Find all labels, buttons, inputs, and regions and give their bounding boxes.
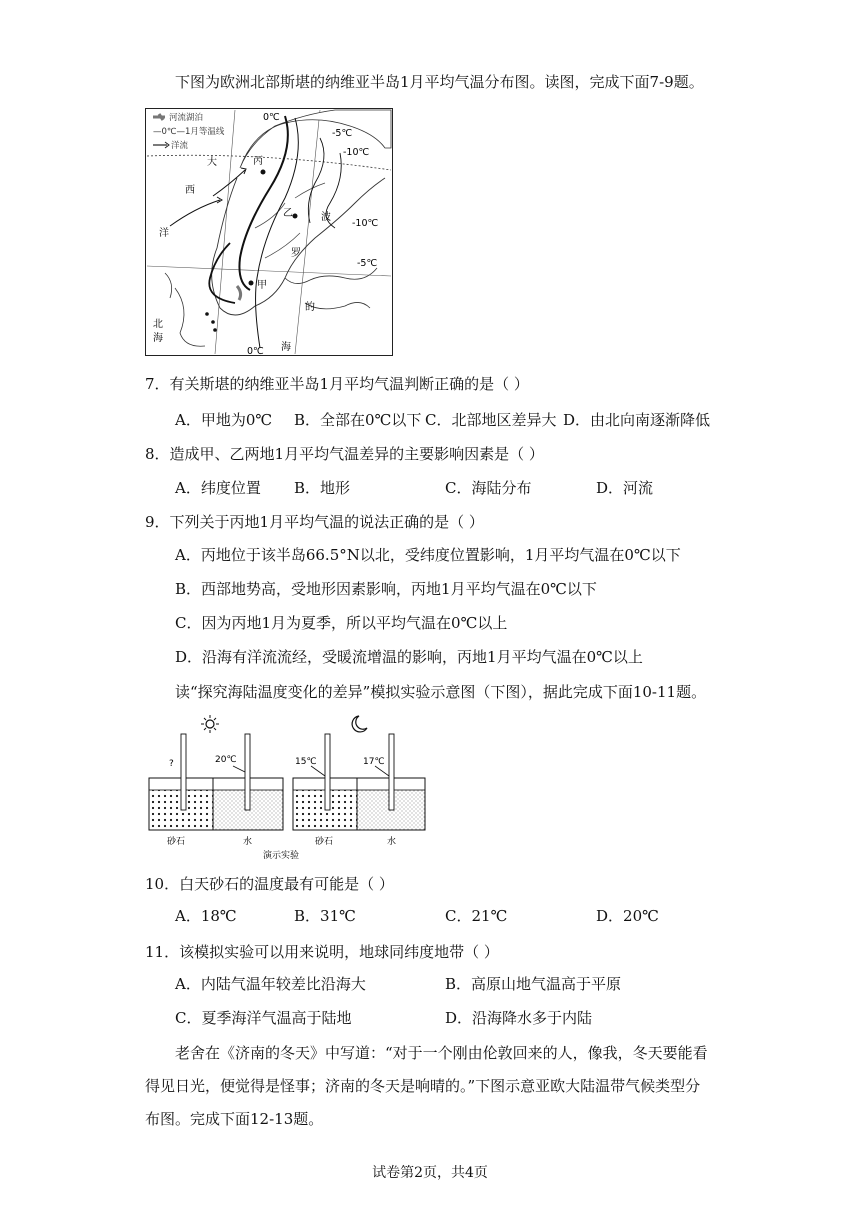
q7-option-b[interactable]: B．全部在0℃以下	[294, 411, 422, 429]
q8-option-d[interactable]: D．河流	[596, 479, 654, 497]
intro-q10-11: 读“探究海陆温度变化的差异”模拟实验示意图（下图），据此完成下面10-11题。	[175, 683, 707, 701]
label-da: 大	[207, 157, 217, 168]
isotherm-map-svg	[145, 108, 393, 356]
q10-option-c[interactable]: C．21℃	[445, 907, 508, 925]
night-setup	[293, 734, 425, 847]
moon-icon	[352, 716, 367, 732]
q8-stem: 8．造成甲、乙两地1月平均气温差异的主要影响因素是（ ）	[145, 445, 544, 463]
label-bo: 波	[321, 212, 331, 223]
day-water-temp: 20℃	[215, 755, 237, 765]
page-footer: 试卷第2页，共4页	[372, 1165, 488, 1181]
q9-option-c[interactable]: C．因为丙地1月为夏季，所以平均气温在0℃以上	[175, 614, 508, 632]
legend-isotherm: —0℃—1月等温线	[153, 127, 225, 137]
q7-option-a[interactable]: A．甲地为0℃	[175, 411, 273, 429]
label-yi: 乙	[283, 208, 293, 219]
day-water-thermometer	[245, 734, 250, 810]
q11-stem: 11．该模拟实验可以用来说明，地球同纬度地带（ ）	[145, 943, 499, 961]
point-jia	[249, 281, 254, 286]
label-bing: 丙	[253, 156, 263, 167]
day-sand-unknown: ?	[169, 759, 174, 769]
label-iso-m5-top: -5℃	[332, 128, 353, 139]
q7-stem: 7．有关斯堪的纳维亚半岛1月平均气温判断正确的是（ ）	[145, 375, 529, 393]
q10-option-b[interactable]: B．31℃	[294, 907, 356, 925]
q11-option-b[interactable]: B．高原山地气温高于平原	[445, 975, 622, 993]
q7-option-c[interactable]: C．北部地区差异大	[425, 411, 557, 429]
q9-option-d[interactable]: D．沿海有洋流流经，受暖流增温的影响，丙地1月平均气温在0℃以上	[175, 648, 643, 666]
q9-option-a[interactable]: A．丙地位于该半岛66.5°N以北，受纬度位置影响，1月平均气温在0℃以下	[175, 546, 681, 564]
label-iso-m5-bottom: -5℃	[357, 258, 378, 269]
intro-q12-13-line3: 布图。完成下面12-13题。	[145, 1110, 324, 1128]
q11-option-d[interactable]: D．沿海降水多于内陆	[445, 1009, 593, 1027]
experiment-svg	[145, 710, 445, 862]
q8-option-b[interactable]: B．地形	[294, 479, 351, 497]
label-jia: 甲	[257, 280, 267, 291]
q8-option-a[interactable]: A．纬度位置	[175, 479, 261, 497]
scandinavia-map	[145, 108, 393, 356]
night-water-label: 水	[387, 837, 397, 847]
q11-option-a[interactable]: A．内陆气温年较差比沿海大	[175, 975, 366, 993]
q9-stem: 9．下列关于丙地1月平均气温的说法正确的是（ ）	[145, 513, 484, 531]
intro-q7-9: 下图为欧洲北部斯堪的纳维亚半岛1月平均气温分布图。读图，完成下面7-9题。	[175, 73, 704, 91]
sun-icon	[201, 715, 219, 733]
night-water-temp: 17℃	[363, 757, 385, 767]
night-water-thermometer	[389, 734, 394, 810]
point-yi	[293, 214, 298, 219]
intro-q12-13-line2: 得见日光，便觉得是怪事；济南的冬天是响晴的。”下图示意亚欧大陆温带气候类型分	[145, 1077, 701, 1095]
experiment-figure	[145, 710, 445, 862]
label-de: 的	[305, 302, 315, 313]
night-sand-label: 砂石	[315, 837, 334, 847]
label-hai: 海	[281, 342, 291, 353]
day-setup	[149, 734, 283, 847]
label-luo: 罗	[291, 248, 301, 259]
q10-option-a[interactable]: A．18℃	[175, 907, 237, 925]
q8-option-c[interactable]: C．海陆分布	[445, 479, 532, 497]
q10-stem: 10．白天砂石的温度最有可能是（ ）	[145, 875, 394, 893]
day-sand-label: 砂石	[167, 837, 186, 847]
label-xi: 西	[185, 185, 195, 196]
legend-rivers: 河流湖泊	[169, 113, 204, 123]
night-sand-temp: 15℃	[295, 757, 317, 767]
label-iso-m10-right: -10℃	[352, 218, 379, 229]
point-bing	[261, 170, 266, 175]
q10-option-d[interactable]: D．20℃	[596, 907, 659, 925]
q11-option-c[interactable]: C．夏季海洋气温高于陆地	[175, 1009, 352, 1027]
day-water-label: 水	[243, 837, 253, 847]
label-iso0-top: 0℃	[263, 112, 280, 123]
experiment-caption: 演示实验	[263, 851, 300, 861]
label-beihai-1: 北	[153, 319, 163, 330]
label-yang: 洋	[159, 228, 169, 239]
night-sand-thermometer	[325, 734, 330, 810]
q9-option-b[interactable]: B．西部地势高，受地形因素影响，丙地1月平均气温在0℃以下	[175, 580, 597, 598]
day-sand-thermometer	[181, 734, 186, 810]
intro-q12-13-line1: 老舍在《济南的冬天》中写道：“对于一个刚由伦敦回来的人，像我，冬天要能看	[175, 1044, 708, 1062]
label-beihai-2: 海	[153, 333, 163, 344]
q7-option-d[interactable]: D．由北向南逐渐降低	[563, 411, 711, 429]
legend-current: 洋流	[171, 141, 189, 151]
label-iso0-bottom: 0℃	[247, 346, 264, 356]
label-iso-m10-top: -10℃	[343, 147, 370, 158]
